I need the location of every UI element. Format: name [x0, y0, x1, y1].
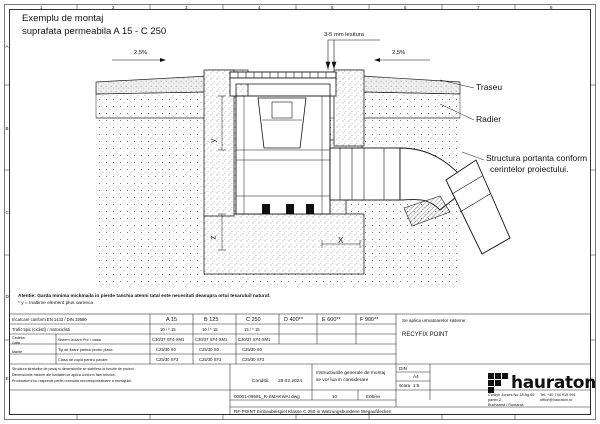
drawing-number: 00001-09581_R-SMAKWAI.dwg — [234, 394, 300, 399]
contact-phone: Tel: +40 744 919 991 — [540, 393, 576, 397]
class-e600: E 600** — [322, 317, 341, 323]
outlet-pipe — [330, 148, 400, 200]
grid-label-d: D — [5, 294, 9, 299]
address-line1: Cardyn Jorkes No 18 Ag 65 — [488, 393, 535, 397]
drawing-title-line1: Exemplu de montaj — [22, 13, 104, 24]
cell-concrete-c: C30/37 XF4-XM1 — [238, 337, 271, 342]
grid-label-5: 5 — [331, 5, 334, 10]
slope-arrow-left — [112, 58, 166, 62]
paving-right — [362, 76, 460, 94]
class-d400: D 400** — [284, 317, 303, 323]
condition-3: Producatorul nu raspunde pentru executia necorespunzatoare a montajului. — [12, 379, 133, 383]
dimension-y-label: y — [208, 138, 218, 143]
class-b125: B 125 — [204, 317, 219, 323]
address-line2: parter 2 — [488, 398, 502, 402]
base-layer-right — [362, 92, 460, 118]
cell-concrete-b: C30/37 XF4-XM1 — [195, 337, 228, 342]
cell-traffic-c: 15 / * 15 — [244, 327, 260, 332]
left-label-1: Cedeba — [12, 336, 25, 340]
cell-paving-b: C25/30 XF3 — [199, 357, 222, 362]
structure-label-line1: Structura portanta conform — [486, 153, 588, 163]
condition-2: Dimensiunile minime ale fundatiei se aplica conform fisei tehnice. — [12, 373, 116, 377]
revision: 10 — [332, 394, 338, 399]
din-label: DIN — [399, 366, 407, 371]
brand-name: hauraton — [510, 373, 596, 393]
cell-fixing-a: C25/30 X0 — [156, 347, 176, 352]
drawing-title-line2: suprafata permeabila A 15 - C 250 — [22, 26, 167, 37]
dimension-z-label: z — [208, 235, 218, 240]
instructions-line2: se vor lua in considerare — [316, 378, 369, 383]
contact-email: office@hauraton.ro — [540, 398, 573, 402]
cell-traffic-b: 10 / * 15 — [202, 327, 218, 332]
cell-paving-c: C25/30 XF3 — [242, 357, 265, 362]
row-label-concrete: Sistem izolare Pnr / clasa — [58, 338, 101, 342]
grid-label-8: 8 — [550, 5, 553, 10]
grid-label-b: B — [5, 126, 9, 131]
grid-label-6: 6 — [404, 5, 407, 10]
class-a15: A 15 — [166, 317, 178, 323]
concrete-wall-left — [204, 70, 234, 216]
format: A4 — [413, 374, 419, 379]
structure-label-line2: cerintelor proiectului. — [490, 164, 569, 174]
address-line3: Bucharest / Romania — [488, 403, 524, 407]
drawing-date: 28.02.2024 — [278, 379, 303, 384]
note-line2: * y = Inaltime element plus oarneca — [18, 301, 94, 306]
row-label-paving: Clasa de cuplu pentru pavare — [58, 358, 108, 362]
scale: 1:5 — [413, 383, 420, 388]
base-layer-left — [96, 92, 208, 118]
row-label-fixing: Tip de fixare partea pentru placa — [58, 348, 113, 352]
dimension-x-label: X — [338, 236, 344, 245]
product-name: RECYFIX POINT — [402, 332, 449, 338]
row-label-traffic: Trafic tipic (ciclisti) / motociclisti — [12, 327, 71, 332]
hauraton-logo-mark — [488, 373, 505, 393]
grid-label-c: C — [5, 210, 9, 215]
slope-left-label: 2,5% — [134, 50, 148, 56]
paving-left — [96, 76, 208, 94]
sheet-code: E05/ev — [366, 394, 381, 399]
title-block-grid — [10, 314, 591, 415]
left-label-2: Gata — [12, 341, 20, 345]
scale-label: scara — [399, 383, 411, 388]
note-line1: Atentie: Garda minima mickmaila in pierde tanchia atenni tatal este necesitati deasupra ortui tesaruluil naturaf. — [18, 294, 271, 299]
cell-traffic-a: 10 / * 15 — [160, 327, 176, 332]
slope-right-label: 2,5% — [392, 50, 406, 56]
product-caption: Se aplica urmatoarelor sisteme: — [402, 318, 467, 323]
gap-leader — [326, 40, 380, 70]
class-f900: F 900** — [360, 317, 379, 323]
concrete-wall-right — [334, 70, 364, 146]
load-row-header: Incarcare conform EN 1433 / DIN 19580 — [12, 317, 87, 322]
left-label-3: Marire — [12, 350, 23, 354]
drawing-caption: RF-POINT Einbaubeispiel Klasse C 250 in Watzungsbundene Wegaufdecken — [234, 409, 392, 414]
grid-label-e: E — [5, 376, 9, 381]
cell-concrete-a: C30/37 XF4-XM1 — [152, 337, 185, 342]
conditions-label: Conditii: — [252, 379, 270, 384]
gap-label: 3-5 mm lesitura — [324, 32, 364, 38]
condition-1: Structura straturilor de pavaj si dimensiunile se stabilesc in functie de proiect. — [12, 367, 135, 371]
traseu-label: Traseu — [476, 82, 503, 92]
instructions-line1: Instructiunile generale de montaj — [316, 371, 386, 376]
grid-label-1: 1 — [40, 5, 43, 10]
radier-label: Radier — [476, 114, 502, 124]
grid-label-7: 7 — [477, 5, 480, 10]
grid-label-4: 4 — [258, 5, 261, 10]
grid-label-3: 3 — [185, 5, 188, 10]
grid-label-a: A — [5, 44, 9, 49]
cell-fixing-b: C25/30 X0 — [199, 347, 219, 352]
cell-paving-a: C25/30 XF3 — [156, 357, 179, 362]
cell-fixing-c: C25/30 X0 — [242, 347, 262, 352]
class-c250: C 250 — [246, 317, 261, 323]
grid-label-2: 2 — [112, 5, 115, 10]
slope-arrow-right — [374, 58, 430, 62]
